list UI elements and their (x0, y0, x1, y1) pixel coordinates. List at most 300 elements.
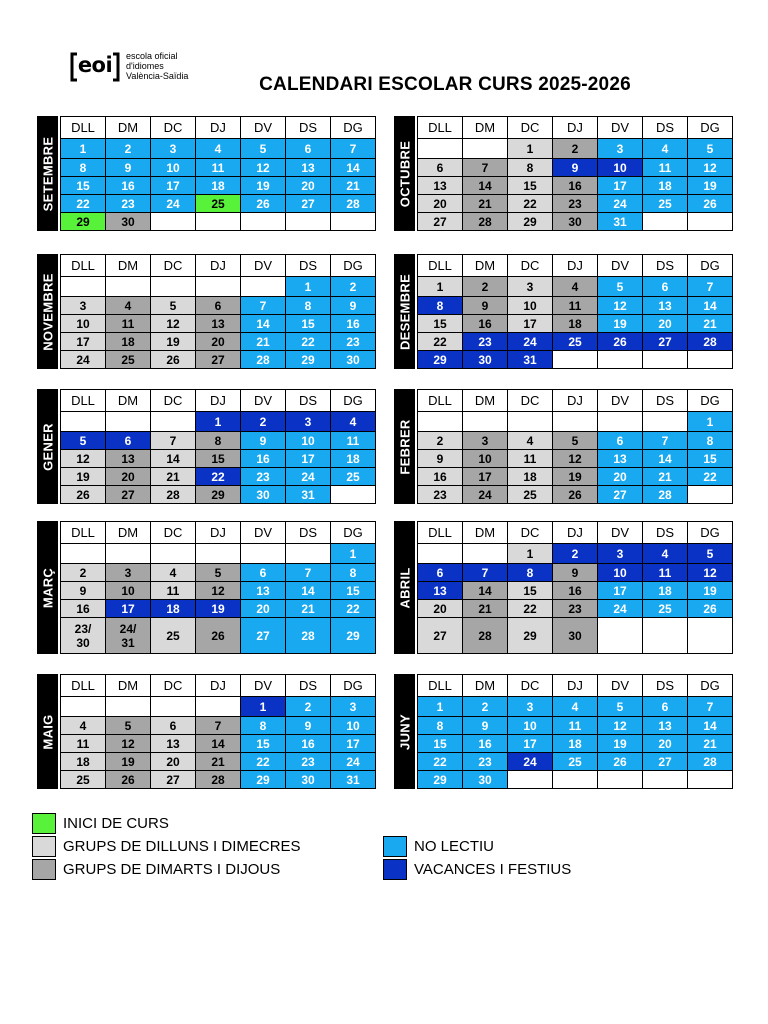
day-number: 16 (478, 736, 492, 751)
day-number: 7 (661, 433, 669, 448)
week-row (418, 771, 733, 789)
weekday-dc: DC (151, 390, 196, 412)
month-novembre (37, 254, 376, 369)
day-number: 6 (169, 718, 177, 733)
week-row (61, 333, 376, 351)
day-cell (331, 333, 376, 351)
day-cell (286, 618, 331, 654)
empty-cell (106, 544, 151, 564)
weekday-dll: DLL (61, 117, 106, 139)
day-cell (643, 564, 688, 582)
day-cell (331, 753, 376, 771)
day-number: 21 (301, 601, 315, 616)
empty-cell (643, 771, 688, 789)
day-number: 21 (211, 754, 225, 769)
day-cell (688, 717, 733, 735)
day-number: 23 (478, 334, 492, 349)
day-number: 31 (301, 487, 315, 502)
day-cell (106, 159, 151, 177)
day-cell (598, 450, 643, 468)
day-number: 4 (661, 141, 669, 156)
empty-cell (553, 771, 598, 789)
empty-cell (688, 486, 733, 504)
empty-cell (598, 412, 643, 432)
weekday-dll: DLL (61, 255, 106, 277)
empty-cell (151, 412, 196, 432)
day-number: 17 (478, 469, 492, 484)
day-cell (286, 753, 331, 771)
day-cell (61, 297, 106, 315)
day-number: 16 (301, 736, 315, 751)
day-number: 26 (613, 754, 627, 769)
day-cell (553, 717, 598, 735)
day-number: 7 (259, 298, 267, 313)
legend-swatch (32, 859, 56, 880)
day-number: 30 (478, 772, 492, 787)
day-cell (241, 315, 286, 333)
weekday-ds: DS (286, 255, 331, 277)
day-number: 14 (478, 583, 492, 598)
day-cell (151, 432, 196, 450)
day-number: 4 (79, 718, 87, 733)
week-row (418, 486, 733, 504)
day-cell (61, 753, 106, 771)
day-number: 22 (523, 196, 537, 211)
day-number: 16 (256, 451, 270, 466)
week-row (418, 600, 733, 618)
day-number: 8 (526, 565, 534, 580)
day-cell (61, 486, 106, 504)
day-cell (598, 297, 643, 315)
day-cell (241, 351, 286, 369)
day-cell (196, 735, 241, 753)
day-cell (508, 697, 553, 717)
day-number: 16 (433, 469, 447, 484)
day-number: 8 (214, 433, 222, 448)
day-number: 18 (346, 451, 360, 466)
day-number: 8 (259, 718, 267, 733)
day-cell (61, 177, 106, 195)
day-number: 30 (568, 628, 582, 643)
day-cell (241, 582, 286, 600)
day-number: 6 (304, 141, 312, 156)
empty-cell (553, 351, 598, 369)
empty-cell (61, 697, 106, 717)
day-number: 22 (346, 601, 360, 616)
day-cell (463, 315, 508, 333)
day-cell (331, 412, 376, 432)
day-number: 5 (571, 433, 579, 448)
weekday-dm: DM (106, 117, 151, 139)
month-label (394, 389, 415, 504)
day-number: 22 (211, 469, 225, 484)
day-cell (331, 771, 376, 789)
month-name: MAIG (40, 713, 55, 750)
day-number: 4 (571, 279, 579, 294)
day-number: 8 (304, 298, 312, 313)
empty-cell (106, 697, 151, 717)
day-number: 24 (523, 754, 537, 769)
day-cell (61, 351, 106, 369)
day-cell (688, 564, 733, 582)
day-number: 25 (346, 469, 360, 484)
day-cell (688, 753, 733, 771)
day-number: 22 (256, 754, 270, 769)
day-number: 25 (568, 754, 582, 769)
week-row (418, 277, 733, 297)
day-cell (61, 159, 106, 177)
month-desembre (394, 254, 733, 369)
day-number: 25 (658, 601, 672, 616)
day-cell (418, 753, 463, 771)
day-number: 30 (121, 214, 135, 229)
empty-cell (151, 697, 196, 717)
month-grid (60, 254, 376, 369)
month-label (37, 389, 58, 504)
weekday-header (61, 117, 376, 139)
day-cell (508, 297, 553, 315)
legend-item (383, 858, 571, 880)
day-cell (553, 735, 598, 753)
day-cell (286, 412, 331, 432)
day-cell (286, 697, 331, 717)
day-number: 10 (166, 160, 180, 175)
day-cell (508, 600, 553, 618)
day-cell (463, 618, 508, 654)
day-number: 1 (526, 141, 534, 156)
day-cell (553, 432, 598, 450)
day-cell (151, 159, 196, 177)
day-number: 15 (433, 736, 447, 751)
legend-item (32, 812, 169, 834)
day-number: 9 (79, 583, 87, 598)
day-number: 5 (616, 699, 624, 714)
week-row (61, 771, 376, 789)
day-cell (106, 735, 151, 753)
day-number: 13 (433, 178, 447, 193)
day-cell (196, 582, 241, 600)
day-cell (418, 432, 463, 450)
day-number: 28 (703, 754, 717, 769)
empty-cell (331, 486, 376, 504)
day-number: 3 (304, 414, 312, 429)
day-cell (553, 697, 598, 717)
weekday-dc: DC (151, 255, 196, 277)
day-cell (286, 315, 331, 333)
legend-swatch (383, 836, 407, 857)
legend-label: NO LECTIU (414, 837, 495, 855)
month-name: FEBRER (397, 418, 412, 475)
empty-cell (553, 412, 598, 432)
day-number: 1 (259, 699, 267, 714)
weekday-header (418, 522, 733, 544)
day-number: 2 (124, 141, 132, 156)
legend-label: INICI DE CURS (63, 814, 169, 832)
day-number: 15 (301, 316, 315, 331)
week-row (61, 618, 376, 654)
day-number: 11 (166, 583, 180, 598)
day-number: 20 (301, 178, 315, 193)
day-number: 29 (301, 352, 315, 367)
month-label (37, 116, 58, 231)
legend-label: VACANCES I FESTIUS (414, 860, 572, 878)
day-cell (688, 697, 733, 717)
week-row (418, 412, 733, 432)
day-number: 10 (523, 298, 537, 313)
day-number: 20 (433, 601, 447, 616)
day-number: 21 (166, 469, 180, 484)
day-number: 11 (658, 565, 672, 580)
week-row (418, 195, 733, 213)
day-cell (553, 177, 598, 195)
weekday-dll: DLL (61, 522, 106, 544)
day-cell (508, 177, 553, 195)
day-number: 17 (613, 178, 627, 193)
day-cell (463, 697, 508, 717)
weekday-dj: DJ (196, 675, 241, 697)
day-cell (643, 277, 688, 297)
day-number: 2 (481, 279, 489, 294)
day-number: 23 (346, 334, 360, 349)
day-cell (508, 213, 553, 231)
day-cell (688, 412, 733, 432)
empty-cell (241, 544, 286, 564)
day-cell (331, 697, 376, 717)
day-number: 2 (259, 414, 267, 429)
week-row (418, 333, 733, 351)
day-number: 27 (658, 754, 672, 769)
day-number: 23 (433, 487, 447, 502)
day-cell (151, 618, 196, 654)
day-number: 28 (478, 214, 492, 229)
day-cell (286, 432, 331, 450)
week-row (418, 139, 733, 159)
day-cell (553, 544, 598, 564)
empty-cell (286, 213, 331, 231)
day-number: 5 (79, 433, 87, 448)
day-number: 17 (76, 334, 90, 349)
day-number: 8 (79, 160, 87, 175)
day-cell (286, 277, 331, 297)
day-cell (196, 333, 241, 351)
day-number: 7 (304, 565, 312, 580)
weekday-dll: DLL (418, 117, 463, 139)
day-number: 12 (166, 316, 180, 331)
day-number: 11 (121, 316, 135, 331)
month-grid (60, 674, 376, 789)
day-cell (241, 600, 286, 618)
day-number: 4 (571, 699, 579, 714)
day-cell (418, 564, 463, 582)
empty-cell (508, 412, 553, 432)
day-cell (61, 468, 106, 486)
day-cell (106, 315, 151, 333)
week-row (418, 544, 733, 564)
day-cell (418, 297, 463, 315)
weekday-header (418, 117, 733, 139)
day-number: 31 (613, 214, 627, 229)
day-cell (106, 564, 151, 582)
day-number: 17 (166, 178, 180, 193)
weekday-dm: DM (463, 255, 508, 277)
day-cell (61, 450, 106, 468)
week-row (61, 159, 376, 177)
empty-cell (196, 213, 241, 231)
day-cell (61, 771, 106, 789)
day-cell (508, 195, 553, 213)
legend-item (383, 835, 494, 857)
day-cell (331, 450, 376, 468)
day-cell (598, 486, 643, 504)
weekday-dj: DJ (196, 390, 241, 412)
day-number: 4 (349, 414, 357, 429)
weekday-dj: DJ (196, 255, 241, 277)
day-number: 15 (433, 316, 447, 331)
week-row (418, 177, 733, 195)
empty-cell (151, 213, 196, 231)
day-cell (643, 432, 688, 450)
empty-cell (241, 277, 286, 297)
day-number: 29 (433, 772, 447, 787)
day-number: 20 (211, 334, 225, 349)
day-cell (331, 351, 376, 369)
day-number: 20 (658, 736, 672, 751)
day-cell (508, 450, 553, 468)
day-number: 27 (433, 628, 447, 643)
day-cell (598, 277, 643, 297)
day-cell (418, 159, 463, 177)
week-row (418, 582, 733, 600)
day-number: 18 (121, 334, 135, 349)
day-number: 30 (301, 772, 315, 787)
weekday-dc: DC (151, 675, 196, 697)
day-cell (598, 315, 643, 333)
day-cell (196, 351, 241, 369)
day-cell (286, 351, 331, 369)
week-row (61, 139, 376, 159)
day-cell (151, 771, 196, 789)
day-number: 7 (349, 141, 357, 156)
day-number: 26 (211, 628, 225, 643)
weekday-dv: DV (598, 255, 643, 277)
day-number: 3 (349, 699, 357, 714)
day-number: 14 (703, 298, 717, 313)
day-number: 15 (703, 451, 717, 466)
day-cell (241, 735, 286, 753)
day-cell (508, 486, 553, 504)
week-row (61, 564, 376, 582)
day-number: 2 (481, 699, 489, 714)
day-cell (196, 717, 241, 735)
day-number: 25 (166, 628, 180, 643)
day-cell (688, 544, 733, 564)
weekday-dg: DG (331, 117, 376, 139)
day-number: 18 (166, 601, 180, 616)
day-cell (286, 450, 331, 468)
day-cell (61, 139, 106, 159)
day-number: 31 (346, 772, 360, 787)
day-number: 18 (658, 178, 672, 193)
day-number: 26 (256, 196, 270, 211)
empty-cell (643, 618, 688, 654)
week-row (61, 753, 376, 771)
day-cell (196, 486, 241, 504)
day-number: 3 (481, 433, 489, 448)
day-cell (643, 486, 688, 504)
day-cell (286, 717, 331, 735)
day-cell (553, 159, 598, 177)
day-number: 4 (214, 141, 222, 156)
day-cell (508, 544, 553, 564)
day-cell (418, 195, 463, 213)
weekday-dm: DM (463, 675, 508, 697)
day-cell (553, 450, 598, 468)
day-number: 28 (658, 487, 672, 502)
day-number: 25 (76, 772, 90, 787)
day-cell (553, 195, 598, 213)
month-label (37, 521, 58, 654)
weekday-dg: DG (688, 522, 733, 544)
day-cell (418, 351, 463, 369)
day-cell (688, 159, 733, 177)
week-row (418, 735, 733, 753)
day-number: 24 (76, 352, 90, 367)
empty-cell (643, 351, 688, 369)
weekday-ds: DS (286, 117, 331, 139)
day-cell (241, 297, 286, 315)
day-number: 3 (124, 565, 132, 580)
day-cell (508, 159, 553, 177)
day-number: 27 (121, 487, 135, 502)
day-number: 1 (436, 279, 444, 294)
weekday-dm: DM (106, 522, 151, 544)
day-number: 12 (121, 736, 135, 751)
weekday-dv: DV (598, 522, 643, 544)
day-cell (196, 297, 241, 315)
month-name: OCTUBRE (397, 140, 412, 207)
day-number: 12 (211, 583, 225, 598)
day-number: 30 (568, 214, 582, 229)
day-number: 22 (433, 754, 447, 769)
day-cell (463, 177, 508, 195)
weekday-dc: DC (508, 117, 553, 139)
week-row (61, 735, 376, 753)
day-cell (688, 277, 733, 297)
empty-cell (61, 277, 106, 297)
day-cell (463, 297, 508, 315)
weekday-ds: DS (286, 390, 331, 412)
day-number: 26 (568, 487, 582, 502)
day-number: 13 (166, 736, 180, 751)
day-cell (418, 333, 463, 351)
day-cell (643, 582, 688, 600)
legend-item (32, 835, 301, 857)
day-number: 15 (211, 451, 225, 466)
month-label (394, 254, 415, 369)
day-cell (241, 564, 286, 582)
empty-cell (643, 213, 688, 231)
weekday-ds: DS (643, 117, 688, 139)
day-number: 21 (703, 736, 717, 751)
week-row (61, 468, 376, 486)
week-row (61, 351, 376, 369)
month-setembre (37, 116, 376, 231)
day-cell (553, 213, 598, 231)
day-number: 27 (658, 334, 672, 349)
weekday-dg: DG (331, 255, 376, 277)
empty-cell (418, 412, 463, 432)
legend-label: GRUPS DE DILLUNS I DIMECRES (63, 837, 301, 855)
